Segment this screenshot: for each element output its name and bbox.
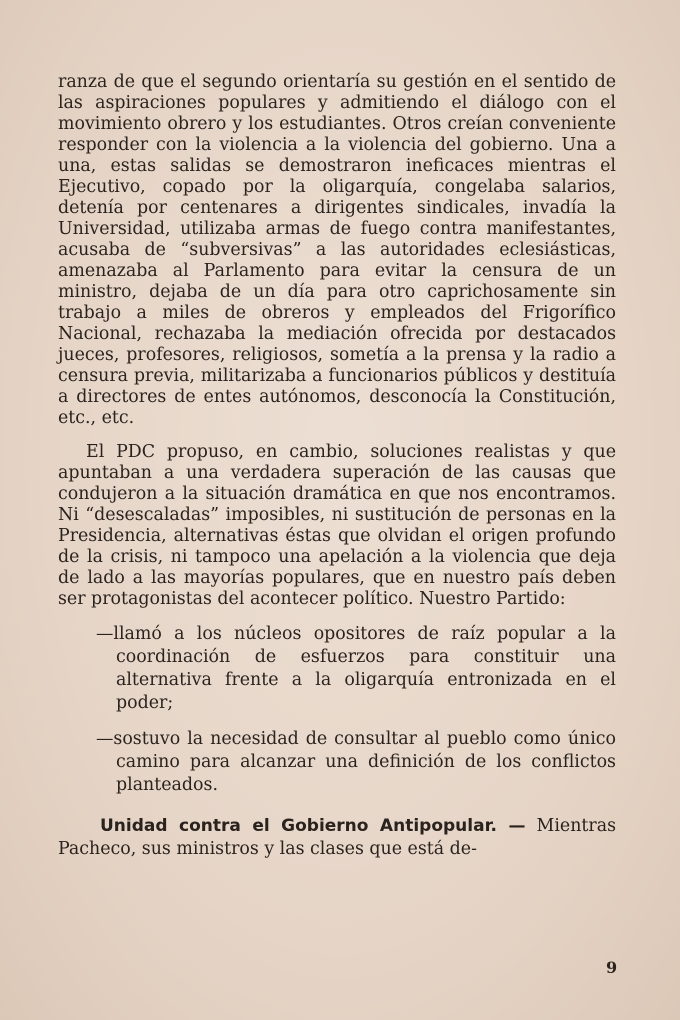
list-item: —llamó a los núcleos opositores de raíz popular a la coordinación de esfuerzos para constituir una alternativa frente a la oligarquía entronizada en el poder; [96,624,616,713]
section-body: Mientras Pacheco, sus ministros y las clases que está de- [58,816,617,859]
section [58,815,616,861]
body-text [58,72,616,861]
page-number: 9 [606,958,618,977]
section-heading: Unidad contra el Gobierno Antipopular. — [100,816,526,836]
paragraph: El PDC propuso, en cambio, soluciones realistas y que apuntaban a una verdadera superación de las causas que condujeron a la situación dramática en que nos encontramos. Ni “desescaladas” imposibles, ni sustitución de personas en la Presidencia, alternativas éstas que olvidan el origen profundo de la crisis, ni tampoco una apelación a la violencia que deja de lado a las mayorías populares, que en nuestro país deben ser protagonistas del acontecer político. Nuestro Partido: [58,442,616,609]
list [58,623,616,797]
paragraph: ranza de que el segundo orientaría su gestión en el sentido de las aspiraciones populares y admitiendo el diálogo con el movimiento obrero y los estudiantes. Otros creían conveniente responder con la violencia a la violencia del gobierno. Una a una, estas salidas se demostraron ineficaces mientras el Ejecutivo, copado por la oligarquía, congelaba salarios, detenía por centenares a dirigentes sindicales, invadía la Universidad, utilizaba armas de fuego contra manifestantes, acusaba de “subversivas” a las autoridades eclesiásticas, amenazaba al Parlamento para evitar la censura de un ministro, dejaba de un día para otro caprichosamente sin trabajo a miles de obreros y empleados del Frigorífico Nacional, rechazaba la mediación ofrecida por destacados jueces, profesores, religiosos, sometía a la prensa y la radio a censura previa, militarizaba a funcionarios públicos y destituía a directores de entes autónomos, desconocía la Constitución, etc., etc. [58,72,616,428]
list-item: —sostuvo la necesidad de consultar al pueblo como único camino para alcanzar una definición de los conflictos planteados. [96,729,616,795]
